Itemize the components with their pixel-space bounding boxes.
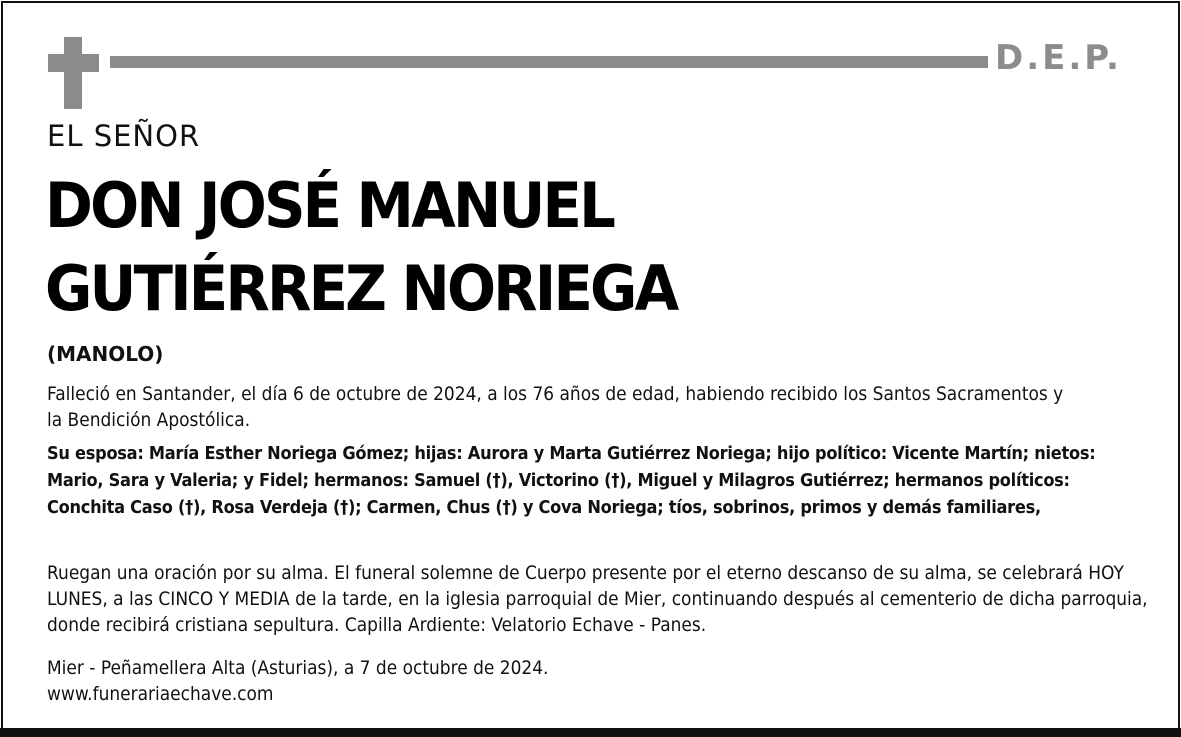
death-statement: Falleció en Santander, el día 6 de octubre de 2024, a los 76 años de edad, habiendo recibido los Santos Sacramentos y la Bendición Apostólica. bbox=[47, 384, 1064, 431]
funeral-details: Ruegan una oración por su alma. El funeral solemne de Cuerpo presente por el eterno descanso de su alma, se celebrará HOY LUNES, a las CINCO Y MEDIA de la tarde, en la iglesia parroquial de Mier, continuando después al cementerio de dicha parroquia, donde recibirá cristiana sepultura. Capilla Ardiente: Velatorio Echave - Panes. bbox=[47, 563, 1148, 636]
deceased-name-line-1: DON JOSÉ MANUEL bbox=[45, 169, 614, 242]
family-list: Su esposa: María Esther Noriega Gómez; hijas: Aurora y Marta Gutiérrez Noriega; hijo político: Vicente Martín; nietos: Mario, Sara y Valeria; y Fidel; hermanos: Samuel (†), Victorino (†), Miguel y Milagros Gutiérrez; hermanos políticos: Conchita Caso (†), Rosa Verdeja (†); Carmen, Chus (†) y Cova Noriega; tíos, sobrinos, primos y demás familiares, bbox=[47, 443, 1096, 518]
header-rule bbox=[110, 56, 988, 68]
dep-label: D.E.P. bbox=[995, 38, 1122, 78]
deceased-name-line-2: GUTIÉRREZ NORIEGA bbox=[45, 252, 677, 325]
nickname: (MANOLO) bbox=[47, 342, 164, 366]
cross-icon bbox=[48, 37, 99, 109]
place-and-date: Mier - Peñamellera Alta (Asturias), a 7 de octubre de 2024. bbox=[47, 658, 549, 679]
salutation: EL SEÑOR bbox=[47, 119, 201, 153]
bottom-border bbox=[0, 728, 1181, 737]
website-link[interactable]: www.funerariaechave.com bbox=[47, 684, 274, 705]
